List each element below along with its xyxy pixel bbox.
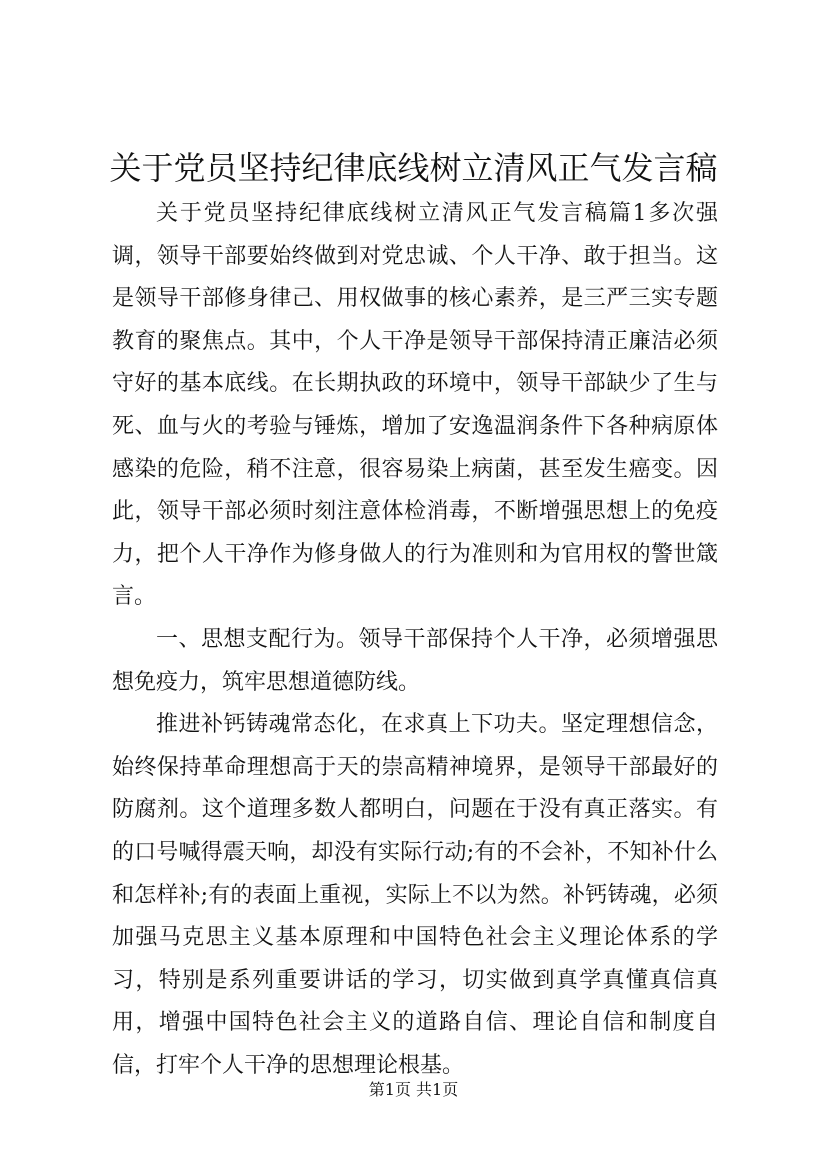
- paragraph-supplement: 推进补钙铸魂常态化，在求真上下功夫。坚定理想信念，始终保持革命理想高于天的崇高精神境界，是领导干部最好的防腐剂。这个道理多数人都明白，问题在于没有真正落实。有的口号喊得震天响，却没有实际行动;有的不会补，不知补什么和怎样补;有的表面上重视，实际上不以为然。补钙铸魂，必须加强马克思主义基本原理和中国特色社会主义理论体系的学习，特别是系列重要讲话的学习，切实做到真学真懂真信真用，增强中国特色社会主义的道路自信、理论自信和制度自信，打牢个人干净的思想理论根基。: [112, 712, 718, 1078]
- page-footer: 第1页 共1页: [368, 1080, 459, 1099]
- paragraph-section-one: 一、思想支配行为。领导干部保持个人干净，必须增强思想免疫力，筑牢思想道德防线。: [112, 626, 718, 695]
- paragraph-intro: 关于党员坚持纪律底线树立清风正气发言稿篇1多次强调，领导干部要始终做到对党忠诚、个人干净、敢于担当。这是领导干部修身律己、用权做事的核心素养，是三严三实专题教育的聚焦点。其中，个人干净是领导干部保持清正廉洁必须守好的基本底线。在长期执政的环境中，领导干部缺少了生与死、血与火的考验与锤炼，增加了安逸温润条件下各种病原体感染的危险，稍不注意，很容易染上病菌，甚至发生癌变。因此，领导干部必须时刻注意体检消毒，不断增强思想上的免疫力，把个人干净作为修身做人的行为准则和为官用权的警世箴言。: [112, 201, 718, 610]
- document-body: [112, 193, 718, 1087]
- document-title: 关于党员坚持纪律底线树立清风正气发言稿: [109, 149, 718, 187]
